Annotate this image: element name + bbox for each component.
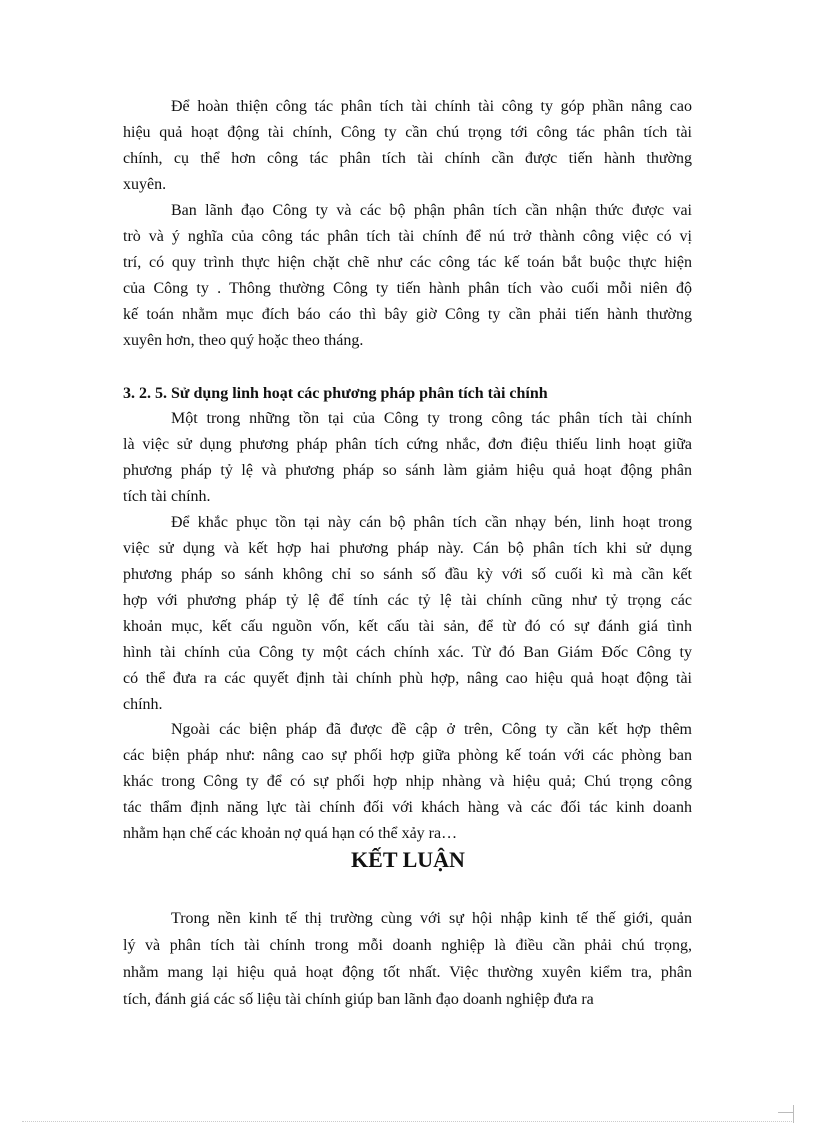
conclusion-title: KẾT LUẬN — [351, 847, 465, 872]
section-heading: 3. 2. 5. Sử dụng linh hoạt các phương pháp phân tích tài chính — [123, 385, 548, 402]
paragraph-line: của Công ty . Thông thường Công ty tiến hành phân tích vào cuối mỗi niên độ — [123, 280, 692, 297]
paragraph-line: phương pháp tỷ lệ và phương pháp so sánh làm giảm hiệu quả hoạt động phân — [123, 462, 692, 479]
paragraph-line: tích tài chính. — [123, 488, 211, 505]
paragraph-line: chính. — [123, 696, 163, 713]
paragraph-line: nhằm hạn chế các khoản nợ quá hạn có thể xảy ra… — [123, 825, 458, 842]
paragraph-line: kế toán nhằm mục đích báo cáo thì bây giờ Công ty cần phải tiến hành thường — [123, 306, 692, 323]
paragraph-line: khác trong Công ty để có sự phối hợp nhịp nhàng và hiệu quả; Chú trọng công — [123, 773, 692, 790]
paragraph-line: lý và phân tích tài chính trong mỗi doanh nghiệp là điều cần phải chú trọng, — [123, 937, 692, 954]
paragraph-line: xuyên hơn, theo quý hoặc theo tháng. — [123, 332, 364, 349]
paragraph-line: tác thẩm định năng lực tài chính đối với khách hàng và các đối tác kinh doanh — [123, 799, 692, 816]
paragraph-line: chính, cụ thể hơn công tác phân tích tài chính cần được tiến hành thường — [123, 150, 692, 167]
page-bottom-border — [22, 1121, 794, 1122]
crop-mark — [793, 1105, 794, 1123]
paragraph-line: có thể đưa ra các quyết định tài chính phù hợp, nâng cao hiệu quả hoạt động tài — [123, 670, 692, 687]
paragraph-line: hiệu quả hoạt động tài chính, Công ty cần chú trọng tới công tác phân tích tài — [123, 124, 692, 141]
paragraph-line: là việc sử dụng phương pháp phân tích cứng nhắc, đơn điệu thiếu linh hoạt giữa — [123, 436, 692, 453]
paragraph-line: các biện pháp như: nâng cao sự phối hợp giữa phòng kế toán với các phòng ban — [123, 747, 692, 764]
paragraph-line: Trong nền kinh tế thị trường cùng với sự hội nhập kinh tế thế giới, quản — [171, 910, 692, 927]
paragraph-line: Để hoàn thiện công tác phân tích tài chính tài công ty góp phần nâng cao — [171, 98, 692, 115]
paragraph-line: tích, đánh giá các số liệu tài chính giúp ban lãnh đạo doanh nghiệp đưa ra — [123, 991, 594, 1008]
paragraph-line: khoản mục, kết cấu nguồn vốn, kết cấu tài sản, để từ đó có sự đánh giá tình — [123, 618, 692, 635]
paragraph-line: Ngoài các biện pháp đã được đề cập ở trên, Công ty cần kết hợp thêm — [171, 721, 692, 738]
paragraph-line: Một trong những tồn tại của Công ty trong công tác phân tích tài chính — [171, 410, 692, 427]
paragraph-line: Để khắc phục tồn tại này cán bộ phân tích cần nhạy bén, linh hoạt trong — [171, 514, 692, 531]
paragraph-line: hợp với phương pháp tỷ lệ để tính các tỷ lệ tài chính cũng như tỷ trọng các — [123, 592, 692, 609]
paragraph-line: xuyên. — [123, 176, 167, 193]
paragraph-line: nhằm mang lại hiệu quả hoạt động tốt nhất. Việc thường xuyên kiểm tra, phân — [123, 964, 692, 981]
paragraph-line: Ban lãnh đạo Công ty và các bộ phận phân tích cần nhận thức được vai — [171, 202, 692, 219]
crop-mark — [778, 1112, 793, 1113]
paragraph-line: trò và ý nghĩa của công tác phân tích tài chính để nú trở thành công việc có vị — [123, 228, 692, 245]
paragraph-line: trí, có quy trình thực hiện chặt chẽ như các công tác kế toán bắt buộc thực hiện — [123, 254, 692, 271]
paragraph-line: hình tài chính của Công ty một cách chính xác. Từ đó Ban Giám Đốc Công ty — [123, 644, 692, 661]
paragraph-line: việc sử dụng và kết hợp hai phương pháp này. Cán bộ phân tích khi sử dụng — [123, 540, 692, 557]
paragraph-line: phương pháp so sánh không chỉ so sánh số đầu kỳ với số cuối kì mà cần kết — [123, 566, 692, 583]
